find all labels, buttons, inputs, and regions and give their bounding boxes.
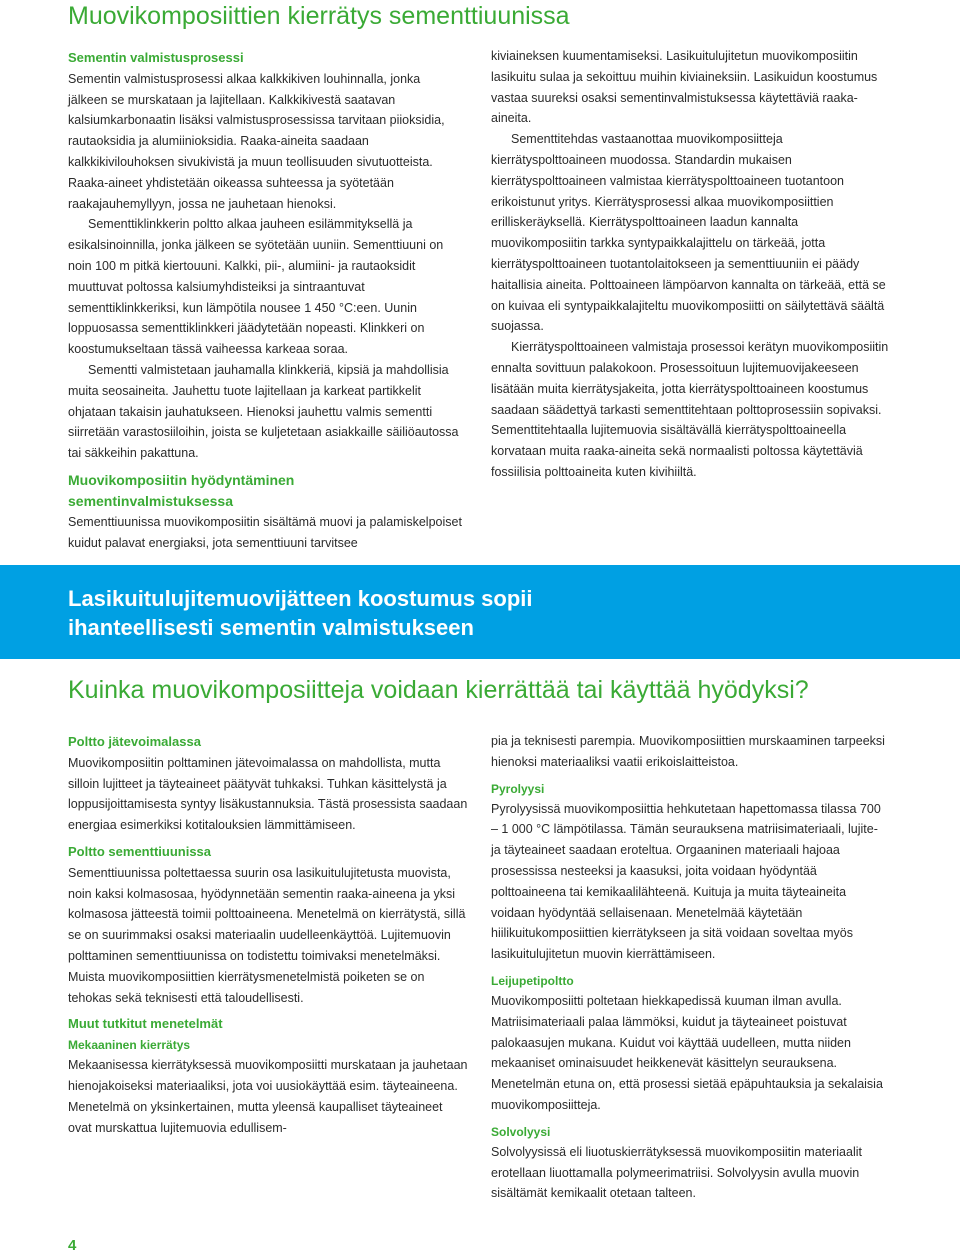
section-title: Kuinka muovikomposiitteja voidaan kierrättää tai käyttää hyödyksi? xyxy=(68,676,809,704)
paragraph: Pyrolyysissä muovikomposiittia hehkutetaan hapettomassa tilassa 700 – 1 000 °C lämpötilassa. Tämän seurauksena matriisimateriaali, lujite- ja täyteaineet saadaan eroteltua. Orgaaninen materiaali hajoaa prosessissa nesteeksi ja kaasuksi, joita voidaan hyödyntää polttoaineena tai kemikaalilähteenä. Kuituja ja muita täyteaineita voidaan hyödyntää sellaisenaan. Menetelmää käytetään hiilikuitukomposiittien kierrätykseen ja sitä voidaan soveltaa myös lasikuitulujitetun muovin kierrättämiseen. xyxy=(491,801,881,962)
column-4 xyxy=(491,731,891,1204)
paragraph: Sementtiklinkkerin poltto alkaa jauheen esilämmityksellä ja esikalsinoinnilla, jonka jälkeen se syötetään uuniin. Sementtiuuni on noin 100 m pitkä kiertouuni. Kalkki, pii-, alumiini- ja rautaoksidit muuttuvat poltossa kalsiumyhdisteiksi ja sintraantuvat sementtiklinkkeriksi, kun lämpötila nousee 1 450 °C:een. Uunin loppuosassa sementtiklinkkeri jäädytetään nopeasti. Klinkkeri on koostumukseltaan tässä vaiheessa karkeaa soraa. xyxy=(68,217,444,357)
paragraph: Sementtiuunissa poltettaessa suurin osa lasikuitulujitetusta muovista, noin kaksi kolmasosaa, hyödynnetään sementin raaka-aineena ja yksi kolmasosa jätteestä toimii polttoaineena. Menetelmä on kierrätystä, sillä se on suurimmaksi osaksi materiaalin uudelleenkäyttöä. Lujitemuovin polttaminen sementtiuunissa on todistettu toimivaksi menetelmäksi. Muista muovikomposiittien kierrätysmenetelmistä poiketen se on tehokas sekä teknisesti että taloudellisesti. xyxy=(68,865,466,1005)
page-number: 4 xyxy=(68,1237,77,1254)
banner-title xyxy=(68,584,768,642)
highlight-banner xyxy=(0,565,960,659)
column-3 xyxy=(68,732,468,1138)
heading-other-methods: Muut tutkitut menetelmät xyxy=(68,1016,223,1032)
column-2 xyxy=(491,46,891,483)
column-1 xyxy=(68,48,463,554)
heading-cement-kiln: Poltto sementtiuunissa xyxy=(68,843,212,859)
paragraph: Sementti valmistetaan jauhamalla klinkkeriä, kipsiä ja mahdollisia muita seosaineita. Jauhettu tuote lajitellaan ja karkeat partikkelit ohjataan takaisin jauhatukseen. Hienoksi jauhettu valmis sementti siirretään varastosiiloihin, joista se kuljetetaan asiakkaille säiliöautossa tai säkkeihin pakattuna. xyxy=(68,362,459,461)
paragraph: Muovikomposiitin polttaminen jätevoimalassa on mahdollista, mutta silloin lujitteet ja täyteaineet päätyvät tuhkaksi. Tuhkan käsittelystä ja loppusijoittamisesta syntyy lisäkustannuksia. Tästä prosessista saadaan energiaa esimerkiksi kotitalouksien lämmittämiseen. xyxy=(68,755,468,833)
paragraph: Sementin valmistusprosessi alkaa kalkkikiven louhinnalla, jonka jälkeen se murskataan ja lajitellaan. Kalkkikivestä saatavan kalsiumkarbonaatin lisäksi valmistusprosessissa tarvitaan piioksidia, rautaoksidia ja alumiinioksidia. Raaka-aineita saadaan kalkkikivilouhoksen sivukivistä ja muun teollisuuden sivutuotteista. Raaka-aineet yhdistetään oikeassa suhteessa ja syötetään raakajauhemyllyyn, jossa ne jauhetaan hienoksi. xyxy=(68,71,445,211)
subheading-solvolysis: Solvolyysi xyxy=(491,1124,551,1139)
paragraph: Kierrätyspolttoaineen valmistaja prosessoi kerätyn muovikomposiitin ennalta sovittuun palakokoon. Prosessoituun lujitemuovijakeeseen lisätään muita kierrätysjakeita, jotta kierrätyspolttoaineen koostumus saadaan säädettyä tarkasti sementtitehtaan polttoprosessiin sopivaksi. Sementtitehtaalla lujitemuovia sisältävällä kierrätyspolttoaineella korvataan muita raaka-aineita sekä normaalisti poltossa käytettäviä fossiilisia polttoaineita kuten kivihiiltä. xyxy=(491,340,889,479)
paragraph: pia ja teknisesti parempia. Muovikomposiittien murskaaminen tarpeeksi hienoksi materiaaliksi vaatii erikoislaitteistoa. xyxy=(491,734,885,769)
subheading-fluidized-bed: Leijupetipoltto xyxy=(491,973,574,988)
subheading-pyrolysis: Pyrolyysi xyxy=(491,781,545,796)
subheading-mechanical-recycling: Mekaaninen kierrätys xyxy=(68,1038,191,1053)
paragraph: kiviaineksen kuumentamiseksi. Lasikuitulujitetun muovikomposiitin lasikuitu sulaa ja sekoittuu muihin kiviaineksiin. Lasikuidun koostumus vastaa suureksi osaksi sementinvalmistuksessa käytettäviä raaka-aineita. xyxy=(491,49,878,126)
heading-composite-utilization: Muovikomposiitin hyödyntäminen sementinvalmistuksessa xyxy=(68,471,295,509)
page-title: Muovikomposiittien kierrätys sementtiuunissa xyxy=(68,2,570,30)
paragraph: Solvolyysissä eli liuotuskierrätyksessä muovikomposiitin materiaalit erotellaan liuottamalla polymeerimatriisi. Solvolyysin avulla muovin sisältämät kemikaalit otetaan talteen. xyxy=(491,1144,862,1201)
paragraph: Mekaanisessa kierrätyksessä muovikomposiitti murskataan ja jauhetaan hienojakoiseksi materiaaliksi, jota voi uusiokäyttää esim. täyteaineena. Menetelmä on yksinkertainen, mutta yleensä kaupalliset täyteaineet ovat murskattua lujitemuovia edullisem- xyxy=(68,1058,468,1135)
paragraph: Muovikomposiitti poltetaan hiekkapedissä kuuman ilman avulla. Matriisimateriaali palaa lämmöksi, kuidut ja täyteaineet poistuvat palokaasujen mukana. Kuidut voi käyttää uudelleen, mutta niiden mekaaniset ominaisuudet heikkenevät käsittelyn seurauksena. Menetelmän etuna on, että prosessi sietää epäpuhtauksia ja sekalaisia muovikomposiitteja. xyxy=(491,993,883,1112)
banner-title-line-2: ihanteellisesti sementin valmistukseen xyxy=(68,615,474,640)
paragraph: Sementtitehdas vastaanottaa muovikomposiitteja kierrätyspolttoaineen muodossa. Standardin mukaisen kierrätyspolttoaineen valmistaa kierrätyspolttoaineen tuotantoon erikoistunut yritys. Kierrätysprosessi alkaa muovikomposiittien erilliskeräyksellä. Kierrätyspolttoaineen laadun kannalta muovikomposiitin tarkka syntypaikkalajittelu on tärkeää, jotta kierrätyspolttoaineen tuotantolaitokseen ja sementtiuuniin ei päädy haitallisia aineita. Polttoaineen lämpöarvon kannalta on tärkeää, että se on kuivaa eli syntypaikkalajiteltu muovikomposiitti on säilytettävä säältä suojassa. xyxy=(491,132,886,334)
banner-title-line-1: Lasikuitulujitemuovijätteen koostumus sopii xyxy=(68,586,533,611)
heading-waste-incineration: Poltto jätevoimalassa xyxy=(68,734,201,749)
heading-manufacturing-process: Sementin valmistusprosessi xyxy=(68,50,244,65)
paragraph: Sementtiuunissa muovikomposiitin sisältämä muovi ja palamiskelpoiset kuidut palavat energiaksi, jota sementtiuuni tarvitsee xyxy=(68,514,462,550)
